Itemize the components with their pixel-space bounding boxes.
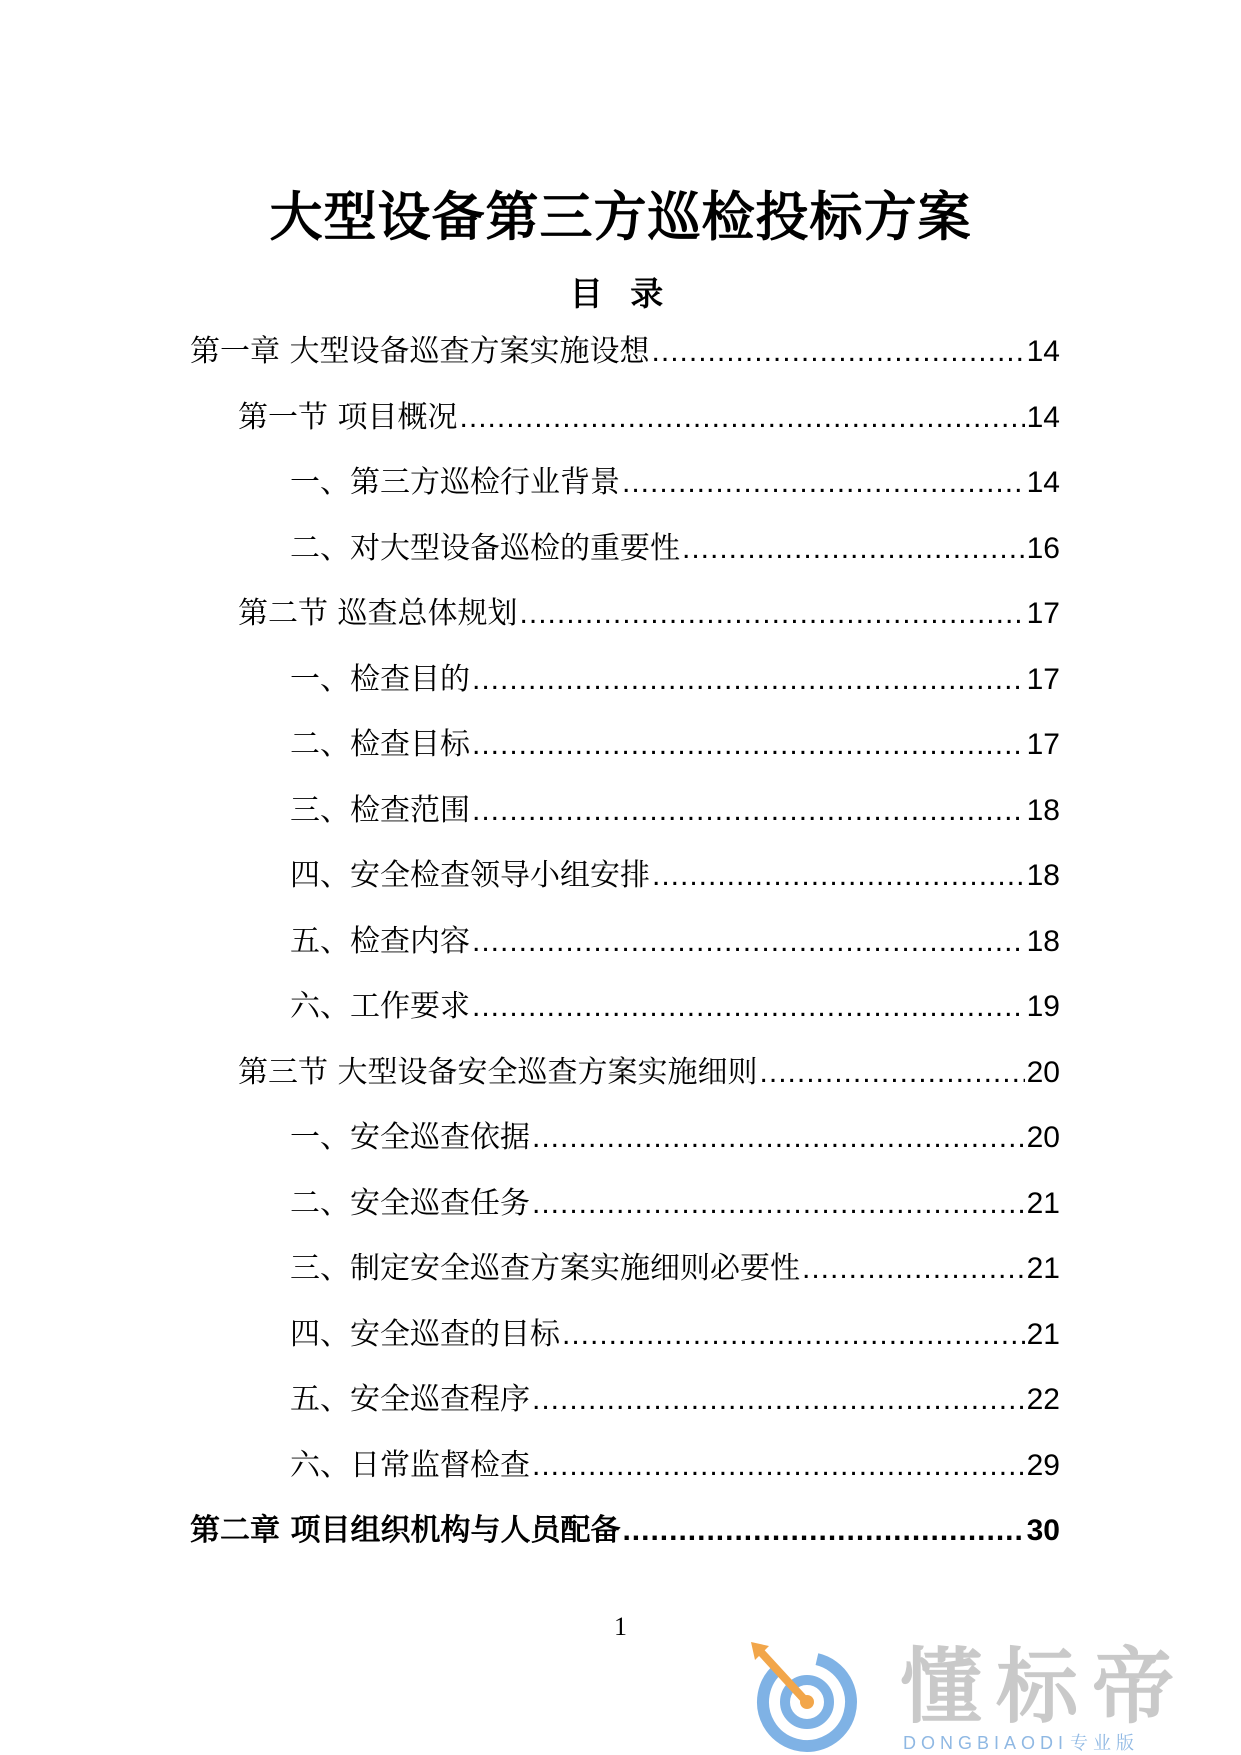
toc-entry-title: 第一节 项目概况 — [238, 399, 458, 435]
toc-entry-page: 17 — [1026, 597, 1060, 630]
page-number: 1 — [614, 1612, 627, 1641]
toc-entry-page: 30 — [1026, 1514, 1060, 1547]
toc-entry[interactable] — [190, 1509, 1060, 1575]
toc-dot-leader — [472, 789, 1025, 833]
toc-entry-title: 五、检查内容 — [290, 923, 470, 959]
toc-entry-page: 18 — [1026, 793, 1060, 827]
toc-entry-title: 一、第三方巡检行业背景 — [290, 465, 620, 500]
watermark-subtitle — [903, 1732, 1139, 1755]
toc-dot-leader — [802, 1247, 1025, 1291]
toc-entry-page: 20 — [1026, 1055, 1060, 1089]
toc-entry[interactable] — [190, 1051, 1060, 1117]
target-arrow-icon — [745, 1640, 865, 1754]
toc-entry-title: 三、制定安全巡查方案实施细则必要性 — [290, 1251, 800, 1286]
toc-entry[interactable] — [190, 330, 1060, 396]
table-of-contents — [190, 330, 1060, 1575]
toc-dot-leader — [622, 461, 1025, 505]
toc-entry[interactable] — [190, 723, 1060, 789]
toc-dot-leader — [472, 658, 1025, 702]
toc-entry[interactable] — [190, 920, 1060, 986]
toc-entry-page: 21 — [1026, 1317, 1060, 1351]
toc-entry[interactable] — [190, 396, 1060, 462]
toc-entry-title: 三、检查范围 — [290, 792, 470, 828]
toc-entry[interactable] — [190, 854, 1060, 920]
toc-entry-title: 六、工作要求 — [290, 989, 470, 1024]
toc-dot-leader — [532, 1182, 1025, 1226]
toc-entry-page: 14 — [1026, 466, 1060, 499]
toc-entry-title: 二、对大型设备巡检的重要性 — [290, 530, 680, 566]
toc-entry-page: 17 — [1026, 728, 1060, 761]
toc-entry-page: 29 — [1026, 1448, 1060, 1482]
watermark-brand: 懂标帝 — [900, 1640, 1189, 1735]
toc-entry-title: 一、安全巡查依据 — [290, 1120, 530, 1155]
toc-heading: 目 录 — [569, 274, 672, 313]
toc-entry-title: 二、检查目标 — [290, 727, 470, 762]
toc-entry-title: 二、安全巡查任务 — [290, 1185, 530, 1221]
toc-dot-leader — [652, 854, 1025, 898]
toc-entry-page: 17 — [1026, 662, 1060, 696]
toc-entry-title: 第一章 大型设备巡查方案实施设想 — [190, 334, 650, 369]
toc-entry-page: 22 — [1026, 1383, 1060, 1416]
toc-entry[interactable] — [190, 1444, 1060, 1510]
toc-entry-title: 第三节 大型设备安全巡查方案实施细则 — [238, 1054, 758, 1090]
toc-entry-title: 第二章 项目组织机构与人员配备 — [190, 1513, 621, 1548]
toc-entry[interactable] — [190, 1116, 1060, 1182]
toc-entry[interactable] — [190, 1247, 1060, 1313]
watermark-subtitle-en: DONGBIAODI — [903, 1733, 1069, 1753]
toc-entry-page: 18 — [1026, 924, 1060, 958]
toc-dot-leader — [562, 1313, 1025, 1357]
toc-entry-page: 20 — [1026, 1121, 1060, 1154]
toc-dot-leader — [460, 396, 1025, 440]
toc-entry-page: 16 — [1026, 531, 1060, 565]
toc-dot-leader — [622, 1509, 1024, 1553]
toc-entry[interactable] — [190, 1313, 1060, 1379]
toc-entry-page: 19 — [1026, 990, 1060, 1023]
toc-entry-title: 一、检查目的 — [290, 661, 470, 697]
toc-entry[interactable] — [190, 461, 1060, 527]
toc-dot-leader — [682, 527, 1025, 571]
toc-dot-leader — [532, 1378, 1025, 1422]
toc-entry-page: 18 — [1026, 859, 1060, 892]
toc-dot-leader — [520, 592, 1025, 636]
toc-entry-title: 四、安全检查领导小组安排 — [290, 858, 650, 893]
toc-entry[interactable] — [190, 527, 1060, 593]
toc-entry-page: 21 — [1026, 1252, 1060, 1285]
toc-dot-leader — [760, 1051, 1025, 1095]
document-title: 大型设备第三方巡检投标方案 — [269, 187, 972, 248]
watermark — [745, 1640, 1225, 1754]
toc-entry-page: 14 — [1026, 335, 1060, 368]
toc-entry-title: 六、日常监督检查 — [290, 1447, 530, 1483]
toc-entry-page: 14 — [1026, 400, 1060, 434]
toc-entry[interactable] — [190, 1378, 1060, 1444]
toc-entry[interactable] — [190, 789, 1060, 855]
toc-dot-leader — [472, 920, 1025, 964]
toc-dot-leader — [652, 330, 1025, 374]
toc-dot-leader — [472, 985, 1025, 1029]
toc-entry-title: 五、安全巡查程序 — [290, 1382, 530, 1417]
toc-entry[interactable] — [190, 658, 1060, 724]
toc-entry-title: 四、安全巡查的目标 — [290, 1316, 560, 1352]
toc-entry[interactable] — [190, 985, 1060, 1051]
toc-entry-title: 第二节 巡查总体规划 — [238, 596, 518, 631]
toc-dot-leader — [472, 723, 1025, 767]
toc-entry-page: 21 — [1026, 1186, 1060, 1220]
watermark-subtitle-cn: 专业版 — [1070, 1733, 1140, 1754]
toc-dot-leader — [532, 1444, 1025, 1488]
toc-dot-leader — [532, 1116, 1025, 1160]
toc-entry[interactable] — [190, 1182, 1060, 1248]
toc-entry[interactable] — [190, 592, 1060, 658]
